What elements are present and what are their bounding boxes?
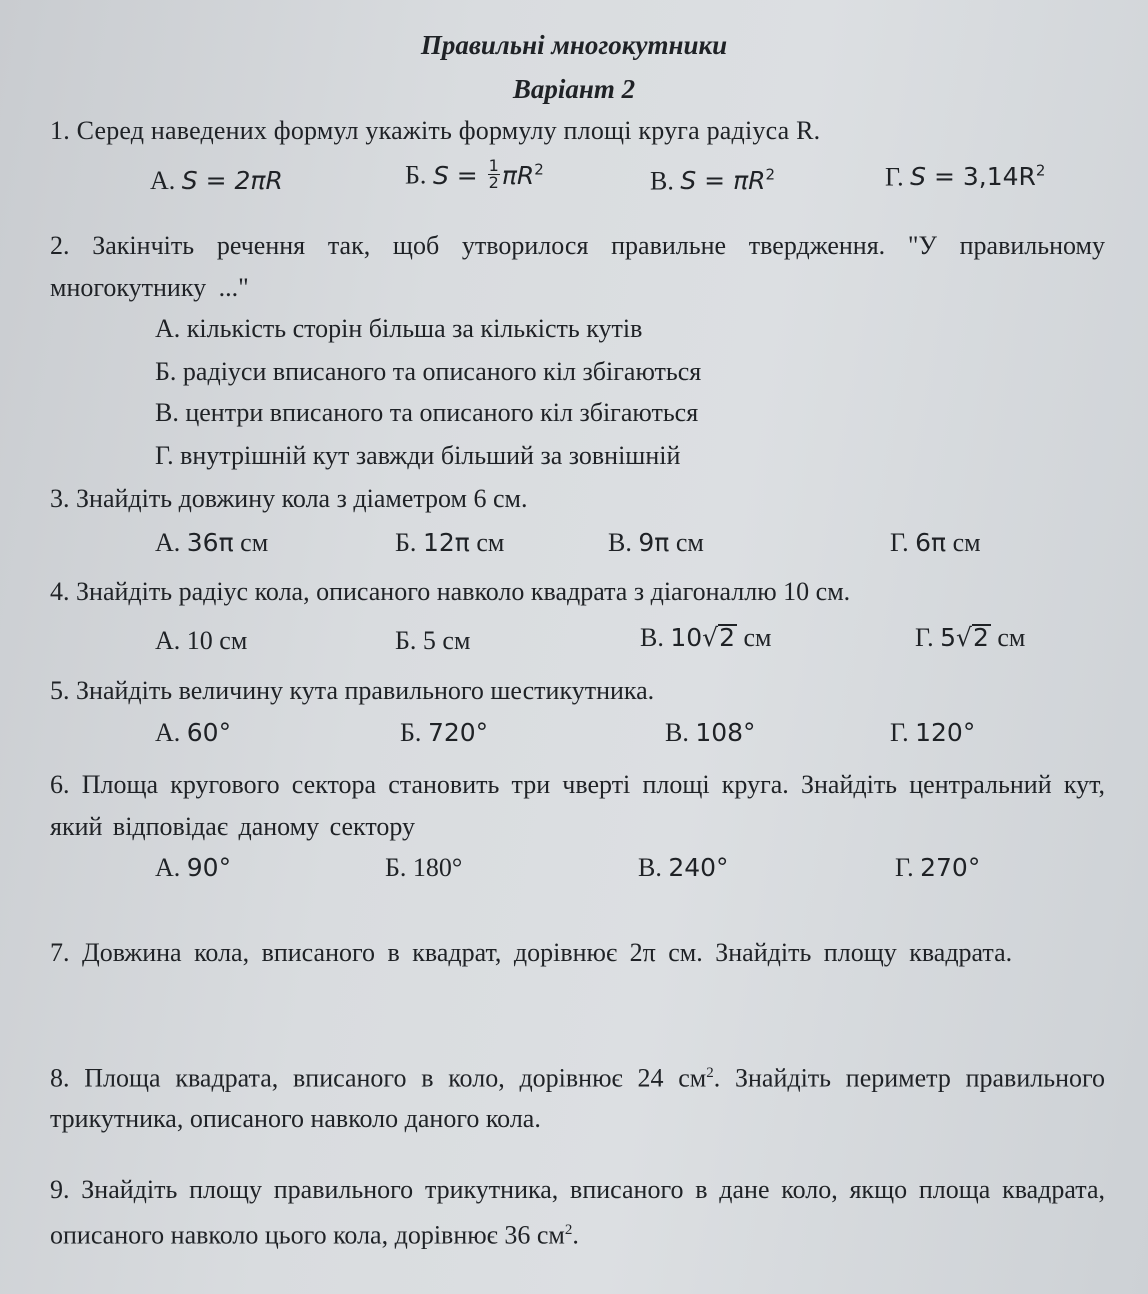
- question-6-option-a: А. 90°: [155, 853, 232, 882]
- question-1-text: 1. Серед наведених формул укажіть формулу площі круга радіуса R.: [50, 116, 821, 145]
- question-7: [50, 930, 1105, 976]
- question-5-option-a: А. 60°: [155, 718, 232, 747]
- question-9: 9. Знайдіть площу правильного трикутника, вписаного в дане коло, якщо площа квадрата, описаного навколо цього кола, дорівнює 36 $см^2$.: [50, 1175, 1105, 1250]
- question-2-option-d: Г. внутрішній кут завжди більший за зовнішній: [155, 441, 681, 470]
- question-5-option-b: Б. 720°: [400, 718, 489, 747]
- question-5: [50, 670, 1105, 712]
- question-4-option-b: Б. 5 см: [395, 626, 471, 655]
- question-3-option-c: В. 9π см: [608, 528, 704, 557]
- question-1-option-b: Б. S = $\frac{1}{2}$ $\pi R^2$: [405, 156, 544, 192]
- question-5-option-c: В. 108°: [665, 718, 756, 747]
- page-title: Правильні многокутники: [420, 30, 728, 60]
- question-3-option-b: Б. 12π см: [395, 528, 505, 557]
- question-4-option-a: А. 10 см: [155, 626, 248, 655]
- question-3-text: 3. Знайдіть довжину кола з діаметром 6 см.: [50, 484, 528, 513]
- question-6: [50, 764, 1105, 848]
- variant-title: Варіант 2: [512, 74, 636, 104]
- question-4-text: 4. Знайдіть радіус кола, описаного навколо квадрата з діагоналлю 10 см.: [50, 577, 851, 606]
- question-2: [50, 225, 1105, 309]
- question-6-option-b: Б. 180°: [385, 853, 463, 882]
- question-3-option-a: А. 36π см: [155, 528, 269, 557]
- question-2-option-c: В. центри вписаного та описаного кіл збігаються: [155, 398, 699, 427]
- question-7-text: 7. Довжина кола, вписаного в квадрат, дорівнює 2π см. Знайдіть площу квадрата.: [50, 938, 1013, 967]
- question-8: 8. Площа квадрата, вписаного в коло, дорівнює 24 $см^2$. Знайдіть периметр правильного трикутника, описаного навколо даного кола.: [50, 1063, 1106, 1133]
- question-6-text: 6. Площа кругового сектора становить три чверті площі круга. Знайдіть центральний кут, який відповідає даному сектору: [50, 770, 1105, 841]
- question-1-option-d: Г. $S = 3,14R^2$: [885, 162, 1046, 192]
- question-3: [50, 478, 1105, 520]
- question-2-option-a: А. кількість сторін більша за кількість кутів: [155, 314, 643, 343]
- question-1: [50, 110, 1105, 152]
- question-1-option-c: В. $S = \pi R^2$: [650, 166, 776, 196]
- question-4-option-d: Г. 5√2 см: [915, 623, 1026, 652]
- question-5-text: 5. Знайдіть величину кута правильного шестикутника.: [50, 676, 655, 705]
- question-3-option-d: Г. 6π см: [890, 528, 981, 557]
- question-4-option-c: В. 10√2 см: [640, 623, 772, 652]
- question-6-option-d: Г. 270°: [895, 853, 981, 882]
- question-2-option-b: Б. радіуси вписаного та описаного кіл збігаються: [155, 357, 702, 386]
- question-2-text: 2. Закінчіть речення так, щоб утворилося правильне твердження. "У правильному многокутнику ...": [50, 231, 1105, 302]
- question-1-option-a: А. S = 2πR: [150, 166, 283, 195]
- question-4: [50, 571, 1105, 613]
- fraction: $\frac{1}{2}$: [488, 156, 499, 192]
- question-5-option-d: Г. 120°: [890, 718, 976, 747]
- question-6-option-c: В. 240°: [638, 853, 729, 882]
